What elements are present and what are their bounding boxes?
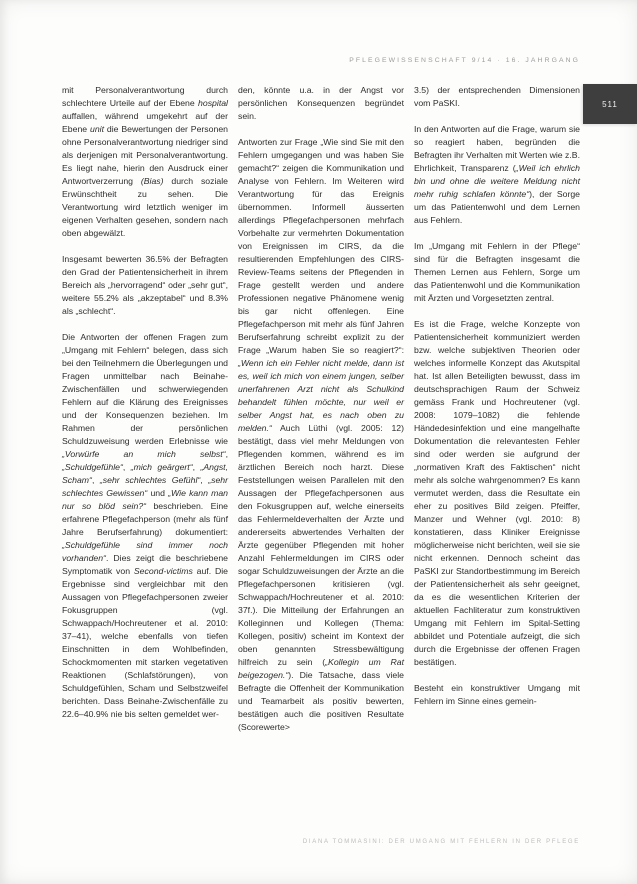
quoted-italic-text: „sehr schlechtes Gewissen“	[62, 475, 229, 498]
body-text: In den Antworten auf die Frage, warum sie so reagiert haben, begründen die Befragten ihr Verhalten mit Werten wie z.B. Ehrlichkeit, Transparenz (	[414, 124, 580, 173]
body-text: Es ist die Frage, welche Konzepte von Patientensicherheit kommuniziert werden bzw. welche subjektiven Theorien oder welches informelle Konzept das Akutspital hat. Ist allen Beteiligten bewusst, dass im deutschsprachigen Raum der Schweiz gemäss Frank und Hochreutener (vgl. 2008: 1079–1082) die fehlende Händedesinfektion und eine mangelhafte Dokumentation die relevantesten Fehler sind oder werden sie aufgrund der „normativen Kraft des Faktischen“ nicht mehr als solche wahrgenommen? Es kann vermutet werden, dass die Resultate ein eher zu positives Bild zeigen. Pfeiffer, Manzer und Wehner (vgl. 2010: 8) konstatieren, dass Kliniker Ereignisse möglicherweise nicht berichten, weil sie sie nicht erkennen. Dennoch scheint das PaSKI zur Standortbestimmung im Bereich der Patientensicherheit als sehr geeignet, da es die wesentlichen Kriterien der aktuellen Fachliteratur zum konstruktiven Umgang mit Fehlern im Spital-Setting abbildet und Potentiale aufzeigt, die sich durch die Ergebnisse der offenen Fragen bestätigen.	[414, 319, 580, 667]
body-text: mit Personalverantwortung durch schlechtere Urteile auf der Ebene	[62, 85, 228, 108]
body-text: ,	[91, 475, 100, 485]
body-text: beschrieben. Eine erfahrene Pflegefachperson (mehr als fünf Jahre Berufserfahrung) dokumentiert:	[62, 501, 228, 537]
body-text: . Dies zeigt die beschriebene Symptomatik von	[62, 553, 228, 576]
running-header: PFLEGEWISSENSCHAFT 9/14 · 16. JAHRGANG	[349, 57, 580, 64]
body-text: Insgesamt bewerten 36.5% der Befragten den Grad der Patientensicherheit in ihrem Bereich als „hervorragend“ oder „sehr gut“, weitere 55.2% als „akzeptabel“ und 8.3% als „schlecht“.	[62, 254, 228, 316]
body-text: ,	[225, 449, 228, 459]
body-text: 3.5) der entsprechenden Dimensionen vom PaSKI.	[414, 85, 580, 108]
running-footer: DIANA TOMMASINI: DER UMGANG MIT FEHLERN IN DER PFLEGE	[302, 839, 580, 845]
body-text: ,	[200, 475, 209, 485]
paragraph	[414, 682, 580, 708]
text-column-3	[414, 84, 580, 734]
body-text: ), der Sorge um das Patientenwohl und dem Lernen aus Fehlern.	[414, 189, 581, 225]
body-text: auf. Die Ergebnisse sind vergleichbar mit den Aussagen von Pflegefachpersonen zweier Fokusgruppen (vgl. Schwappach/Hochreutener et al. 2010: 37–41), welche ebenfalls von tiefen Einschnitten in dem Wohlbefinden, Schockmomenten mit starken vegetativen Reaktionen (Schlafstörungen), von Schuldgefühlen, Scham und Selbstzweifel berichten. Dass Beinahe-Zwischenfälle zu 22.6–40.9% nie bis selten gemeldet wer-	[62, 566, 228, 719]
quoted-italic-text: „Wie kann man nur so blöd sein?“	[62, 488, 228, 511]
body-text: ,	[122, 462, 131, 472]
quoted-italic-text: „Schuldgefühle sind immer noch vorhanden“	[62, 540, 228, 563]
body-text: ,	[192, 462, 201, 472]
body-text: die Bewertungen der Personen ohne Personalverantwortung niedriger sind als derjenigen mit Personalverantwortung. Es liegt nahe, hierin den Ausdruck einer Antwortverzerrung	[62, 124, 228, 186]
page-number: 511	[602, 99, 618, 109]
quoted-italic-text: „Angst, Scham“	[62, 462, 228, 485]
body-text: auffallen, während umgekehrt auf der Ebene	[62, 111, 228, 134]
paragraph	[414, 123, 580, 227]
quoted-italic-text: (Bias)	[140, 176, 164, 186]
paragraph	[62, 253, 228, 318]
quoted-italic-text: „mich geärgert“	[130, 462, 193, 472]
body-text: Antworten zur Frage „Wie sind Sie mit den Fehlern umgegangen und was haben Sie gemacht?“ zeigen die Kommunikation und Analyse von Fehlern. Im Weiteren wird Verantwortung für das Ereignis übernommen. Informell äusserten allerdings Pflegefachpersonen mehrfach Vorbehalte zur vermehrten Dokumentation von Ereignissen im CIRS, da die resultierenden Empfehlungen des CIRS-Review-Teams seitens der Pflegenden in Frage gestellt werden und andere Professionen negative Phänomene wenig bis gar nicht offenlegen. Eine Pflegefachperson mit mehr als fünf Jahren Berufserfahrung schreibt explizit zu der Frage „Warum haben Sie so reagiert?“:	[238, 137, 404, 355]
quoted-italic-text: hospital	[198, 98, 228, 108]
paragraph	[238, 84, 404, 123]
paragraph	[62, 331, 228, 721]
quoted-italic-text: unit	[89, 124, 104, 134]
quoted-italic-text: „sehr schlechtes Gefühl“	[99, 475, 201, 485]
text-column-2	[238, 84, 404, 734]
quoted-italic-text: „Kollegin um Rat beigezogen.“	[238, 657, 404, 680]
body-text: Die Antworten der offenen Fragen zum „Umgang mit Fehlern“ belegen, dass sich bei den Teilnehmern die Überlegungen und Fragen unmittelbar nach Beinahe-Zwischenfällen und schwerwiegenden Fehlern auf die Klärung des Ereignisses und der Konsequenzen beziehen. Im Rahmen der persönlichen Schuldzuweisung werden Erlebnisse wie	[62, 332, 228, 446]
paragraph	[414, 84, 580, 110]
paragraph	[62, 84, 228, 240]
body-text: den, könnte u.a. in der Angst vor persönlichen Konsequenzen begründet sein.	[238, 85, 404, 121]
body-text: Im „Umgang mit Fehlern in der Pflege“ sind für die Befragten insgesamt die Themen Lernen aus Fehlern, Sorge um das Patientenwohl und die Kommunikation mit Ärzten und Vorgesetzten zentral.	[414, 241, 580, 303]
quoted-italic-text: „Wenn ich ein Fehler nicht melde, dann ist es, weil ich mich von einem jungen, selber unerfahrenen Arzt nicht als Schulkind behandelt fühlen möchte, nur weil er selber Angst hat, es nach oben zu melden.“	[238, 358, 404, 433]
paragraph	[238, 136, 404, 734]
quoted-italic-text: Second-victims	[133, 566, 193, 576]
quoted-italic-text: „Schuldgefühle“	[62, 462, 123, 472]
page-number-tab	[583, 84, 637, 124]
text-column-1	[62, 84, 228, 734]
text-columns	[62, 84, 580, 734]
body-text: ). Die Tatsache, dass viele Befragte die Offenheit der Kommunikation und Teamarbeit als positiv bewerten, bestätigen auch die positiven Resultate (Scorewerte>	[238, 670, 404, 732]
body-text: und	[147, 488, 169, 498]
body-text: Auch Lüthi (vgl. 2005: 12) bestätigt, dass viel mehr Meldungen von Pflegenden kommen, während es im ärztlichen Bereich noch harzt. Diese Feststellungen weisen Parallelen mit den Aussagen der Pflegefachpersonen aus den Fokusgruppen auf, welche einerseits das Fehlermeldeverhalten der Ärzte und andererseits abwertendes Verhalten der Ärzte gegenüber Pflegenden mit hoher Anzahl Fehlermeldungen im CIRS oder sogar Schuldzuweisungen der Ärzte an die Pflegefachpersonen kritisieren (vgl. Schwappach/Hochreutener et al. 2010: 37f.). Die Mitteilung der Erfahrungen an Kolleginnen und Kollegen (Thema: Kollegen, positiv) scheint im Kontext der oben genannten Stressbewältigung hilfreich zu sein (	[238, 423, 404, 667]
paragraph	[414, 318, 580, 669]
body-text: durch soziale Erwünschtheit zu sehen. Die Verantwortung wird letztlich weniger im eigenen Verhalten gesehen, sondern nach oben abgewälzt.	[62, 176, 228, 238]
quoted-italic-text: „Vorwürfe an mich selbst“	[62, 449, 226, 459]
body-text: Besteht ein konstruktiver Umgang mit Fehlern im Sinne eines gemein-	[414, 683, 580, 706]
quoted-italic-text: „Weil ich ehrlich bin und ohne die weitere Meldung nicht mehr ruhig schlafen könnte“	[414, 163, 580, 199]
paragraph	[414, 240, 580, 305]
